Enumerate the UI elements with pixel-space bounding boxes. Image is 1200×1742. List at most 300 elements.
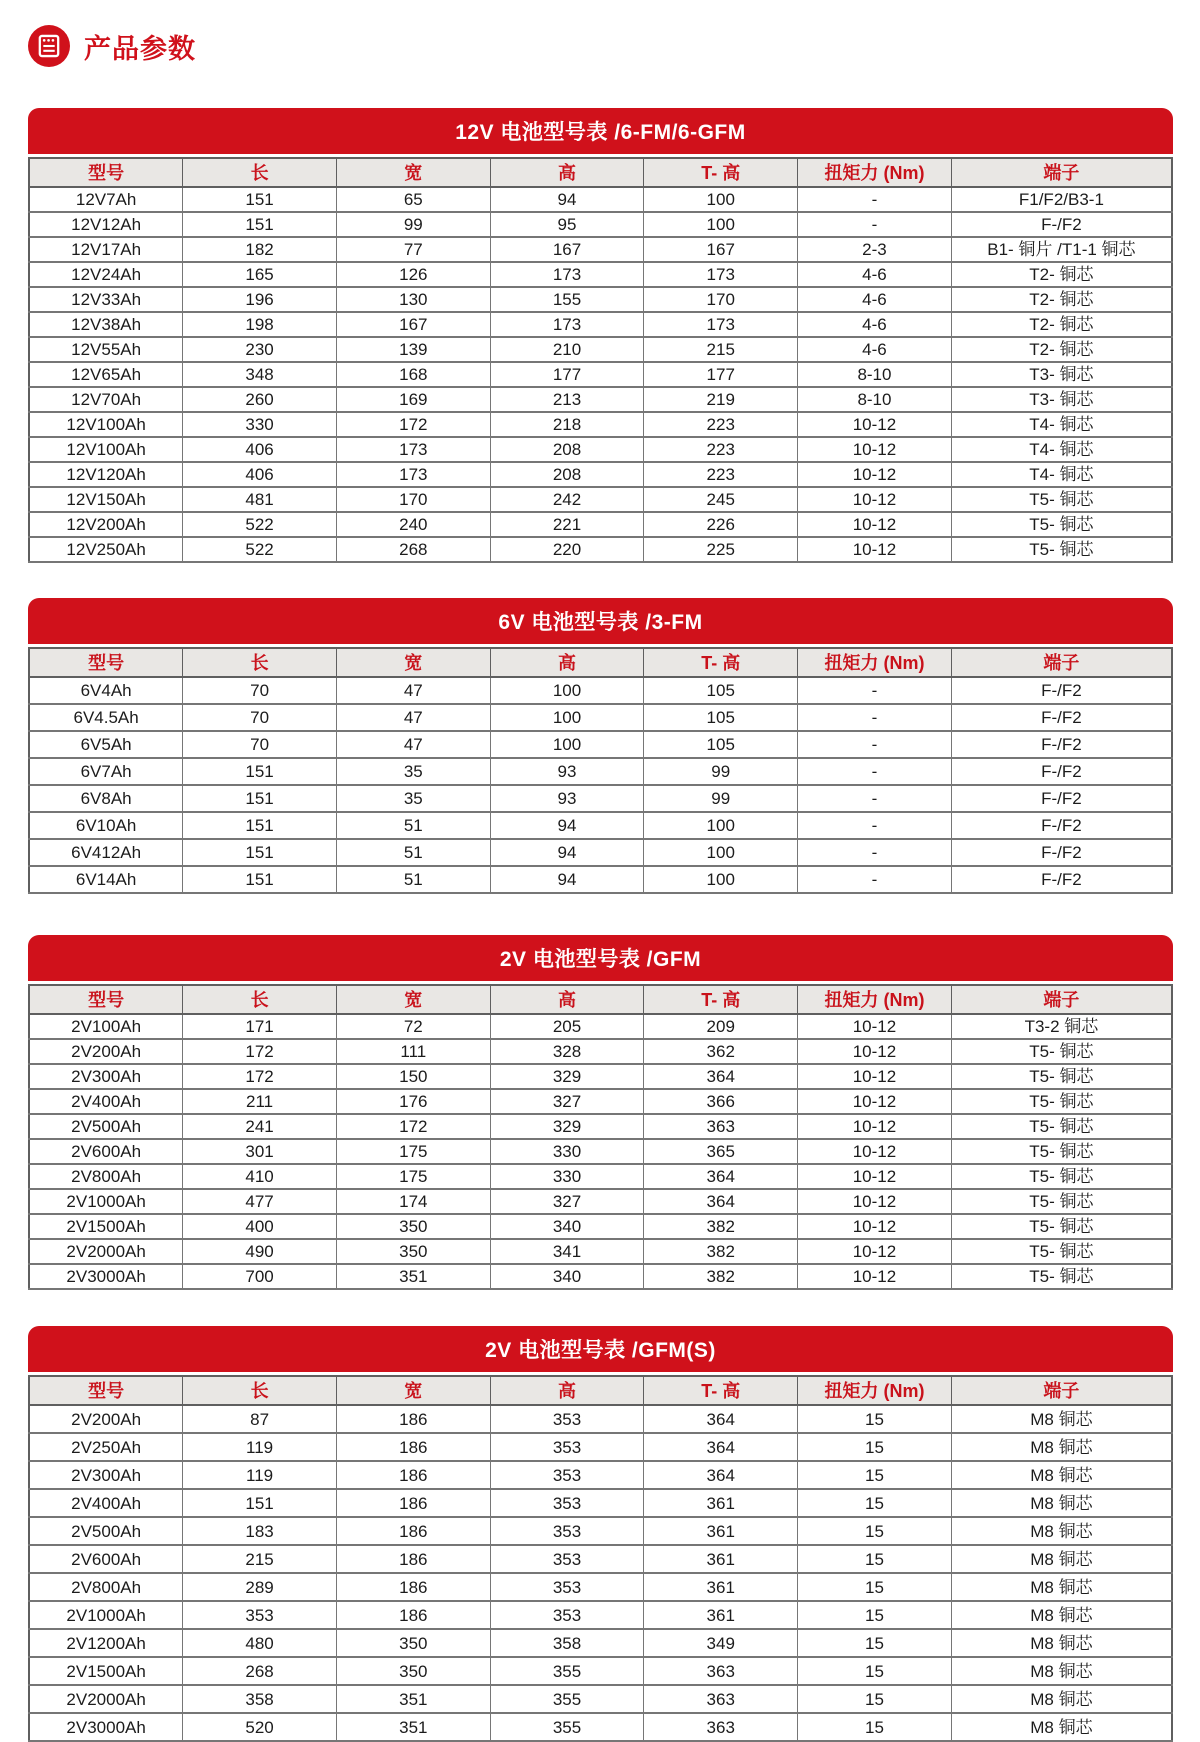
table-cell: 2V800Ah xyxy=(29,1164,183,1189)
table-title: 6V 电池型号表 /3-FM xyxy=(498,611,703,634)
table-cell: 100 xyxy=(490,704,644,731)
table-cell: T3- 铜芯 xyxy=(951,362,1172,387)
table-cell: 167 xyxy=(644,237,798,262)
table-cell: 289 xyxy=(183,1573,337,1601)
table-cell: 330 xyxy=(490,1139,644,1164)
table-cell: 301 xyxy=(183,1139,337,1164)
table-cell: T5- 铜芯 xyxy=(951,1239,1172,1264)
table-cell: 2V1000Ah xyxy=(29,1189,183,1214)
table-cell: F-/F2 xyxy=(951,677,1172,704)
table-cell: 172 xyxy=(336,1114,490,1139)
table-cell: M8 铜芯 xyxy=(951,1517,1172,1545)
table-cell: 364 xyxy=(644,1461,798,1489)
table-row xyxy=(29,387,1172,412)
table-title-bar xyxy=(28,1326,1173,1372)
table-cell: 95 xyxy=(490,212,644,237)
table-cell: 10-12 xyxy=(798,1214,952,1239)
table-cell: 218 xyxy=(490,412,644,437)
table-cell: 2V3000Ah xyxy=(29,1264,183,1289)
table-cell: 198 xyxy=(183,312,337,337)
table-cell: 35 xyxy=(336,758,490,785)
table-cell: - xyxy=(798,731,952,758)
table-cell: M8 铜芯 xyxy=(951,1433,1172,1461)
table-cell: 151 xyxy=(183,839,337,866)
column-header: 扭矩力 (Nm) xyxy=(798,648,952,677)
table-cell: 196 xyxy=(183,287,337,312)
table-cell: 268 xyxy=(183,1657,337,1685)
table-cell: 219 xyxy=(644,387,798,412)
table-cell: 171 xyxy=(183,1014,337,1039)
table-cell: 2V1000Ah xyxy=(29,1601,183,1629)
column-header: 宽 xyxy=(336,648,490,677)
table-cell: 363 xyxy=(644,1713,798,1741)
table-cell: 173 xyxy=(490,262,644,287)
table-cell: 4-6 xyxy=(798,287,952,312)
table-cell: 139 xyxy=(336,337,490,362)
table-row xyxy=(29,237,1172,262)
table-cell: 2V1500Ah xyxy=(29,1214,183,1239)
table-cell: 223 xyxy=(644,462,798,487)
table-cell: 12V12Ah xyxy=(29,212,183,237)
table-cell: 151 xyxy=(183,212,337,237)
table-cell: 364 xyxy=(644,1433,798,1461)
column-header: 长 xyxy=(183,1376,337,1405)
table-cell: 700 xyxy=(183,1264,337,1289)
table-cell: 328 xyxy=(490,1039,644,1064)
table-cell: 165 xyxy=(183,262,337,287)
table-cell: T5- 铜芯 xyxy=(951,537,1172,562)
table-cell: 2V100Ah xyxy=(29,1014,183,1039)
column-header: 长 xyxy=(183,648,337,677)
table-cell: 327 xyxy=(490,1189,644,1214)
table-cell: 355 xyxy=(490,1657,644,1685)
table-cell: 2V1200Ah xyxy=(29,1629,183,1657)
column-header: 端子 xyxy=(951,1376,1172,1405)
table-cell: 215 xyxy=(183,1545,337,1573)
table-cell: 93 xyxy=(490,758,644,785)
table-cell: T4- 铜芯 xyxy=(951,412,1172,437)
table-row xyxy=(29,1114,1172,1139)
table-cell: - xyxy=(798,812,952,839)
table-cell: 12V7Ah xyxy=(29,187,183,212)
table-cell: T4- 铜芯 xyxy=(951,462,1172,487)
column-header: 端子 xyxy=(951,985,1172,1014)
table-cell: 12V17Ah xyxy=(29,237,183,262)
table-cell: 480 xyxy=(183,1629,337,1657)
table-cell: 522 xyxy=(183,512,337,537)
table-cell: 382 xyxy=(644,1214,798,1239)
page-title: 产品参数 xyxy=(84,33,196,64)
table-cell: T5- 铜芯 xyxy=(951,1264,1172,1289)
table-cell: 15 xyxy=(798,1657,952,1685)
table-cell: 6V4.5Ah xyxy=(29,704,183,731)
column-header: 长 xyxy=(183,158,337,187)
spec-table xyxy=(28,157,1173,563)
table-cell: - xyxy=(798,785,952,812)
table-cell: T4- 铜芯 xyxy=(951,437,1172,462)
table-row xyxy=(29,1489,1172,1517)
table-cell: 353 xyxy=(490,1517,644,1545)
column-header: 高 xyxy=(490,158,644,187)
table-cell: 186 xyxy=(336,1601,490,1629)
table-cell: 99 xyxy=(644,758,798,785)
table-cell: F1/F2/B3-1 xyxy=(951,187,1172,212)
header-row xyxy=(29,985,1172,1014)
spec-table xyxy=(28,984,1173,1290)
table-cell: 208 xyxy=(490,437,644,462)
table-cell: 15 xyxy=(798,1517,952,1545)
table-row xyxy=(29,1189,1172,1214)
table-cell: 12V100Ah xyxy=(29,437,183,462)
table-cell: 151 xyxy=(183,866,337,893)
table-cell: 10-12 xyxy=(798,487,952,512)
table-cell: 2V300Ah xyxy=(29,1461,183,1489)
table-cell: F-/F2 xyxy=(951,212,1172,237)
table-cell: 186 xyxy=(336,1545,490,1573)
table-cell: 363 xyxy=(644,1657,798,1685)
table-cell: 2V3000Ah xyxy=(29,1713,183,1741)
table-cell: 105 xyxy=(644,731,798,758)
table-cell: 363 xyxy=(644,1114,798,1139)
table-cell: T2- 铜芯 xyxy=(951,262,1172,287)
table-cell: 2V600Ah xyxy=(29,1139,183,1164)
table-cell: 6V412Ah xyxy=(29,839,183,866)
table-cell: 361 xyxy=(644,1545,798,1573)
table-cell: 168 xyxy=(336,362,490,387)
table-cell: 365 xyxy=(644,1139,798,1164)
table-cell: 358 xyxy=(183,1685,337,1713)
table-cell: 382 xyxy=(644,1239,798,1264)
table-row xyxy=(29,1433,1172,1461)
table-cell: F-/F2 xyxy=(951,785,1172,812)
table-cell: 353 xyxy=(490,1461,644,1489)
column-header: 宽 xyxy=(336,1376,490,1405)
table-cell: 351 xyxy=(336,1685,490,1713)
table-row xyxy=(29,462,1172,487)
table-cell: 2V600Ah xyxy=(29,1545,183,1573)
table-title: 2V 电池型号表 /GFM xyxy=(499,948,702,971)
table-cell: 77 xyxy=(336,237,490,262)
table-cell: 10-12 xyxy=(798,462,952,487)
table-cell: T2- 铜芯 xyxy=(951,312,1172,337)
table-cell: 70 xyxy=(183,677,337,704)
table-row xyxy=(29,1264,1172,1289)
table-cell: 350 xyxy=(336,1214,490,1239)
table-cell: 350 xyxy=(336,1657,490,1685)
table-cell: 329 xyxy=(490,1064,644,1089)
table-cell: 353 xyxy=(183,1601,337,1629)
column-header: 型号 xyxy=(29,1376,183,1405)
table-cell: 6V5Ah xyxy=(29,731,183,758)
table-cell: 353 xyxy=(490,1433,644,1461)
table-cell: 12V100Ah xyxy=(29,412,183,437)
table-cell: 230 xyxy=(183,337,337,362)
table-row xyxy=(29,362,1172,387)
table-cell: M8 铜芯 xyxy=(951,1713,1172,1741)
table-cell: 175 xyxy=(336,1164,490,1189)
table-cell: 47 xyxy=(336,677,490,704)
table-title: 2V 电池型号表 /GFM(S) xyxy=(485,1339,716,1362)
table-cell: 177 xyxy=(644,362,798,387)
table-cell: 410 xyxy=(183,1164,337,1189)
table-cell: 151 xyxy=(183,758,337,785)
table-cell: 213 xyxy=(490,387,644,412)
table-cell: 364 xyxy=(644,1164,798,1189)
table-cell: 150 xyxy=(336,1064,490,1089)
table-cell: 361 xyxy=(644,1573,798,1601)
table-cell: 10-12 xyxy=(798,1039,952,1064)
table-cell: 245 xyxy=(644,487,798,512)
table-cell: M8 铜芯 xyxy=(951,1461,1172,1489)
table-cell: 15 xyxy=(798,1545,952,1573)
table-cell: 242 xyxy=(490,487,644,512)
table-cell: F-/F2 xyxy=(951,839,1172,866)
table-cell: 12V200Ah xyxy=(29,512,183,537)
table-cell: M8 铜芯 xyxy=(951,1601,1172,1629)
table-row xyxy=(29,437,1172,462)
table-cell: 176 xyxy=(336,1089,490,1114)
table-cell: 186 xyxy=(336,1489,490,1517)
table-cell: 186 xyxy=(336,1461,490,1489)
table-cell: 366 xyxy=(644,1089,798,1114)
table-cell: T3-2 铜芯 xyxy=(951,1014,1172,1039)
table-cell: 10-12 xyxy=(798,437,952,462)
table-cell: 177 xyxy=(490,362,644,387)
column-header: 长 xyxy=(183,985,337,1014)
table-cell: 167 xyxy=(490,237,644,262)
table-cell: 151 xyxy=(183,1489,337,1517)
table-title: 12V 电池型号表 /6-FM/6-GFM xyxy=(455,121,746,144)
table-cell: 100 xyxy=(644,812,798,839)
table-cell: 210 xyxy=(490,337,644,362)
spec-table xyxy=(28,1375,1173,1742)
table-row xyxy=(29,758,1172,785)
table-cell: 361 xyxy=(644,1517,798,1545)
table-cell: 10-12 xyxy=(798,1014,952,1039)
table-cell: 481 xyxy=(183,487,337,512)
table-cell: 240 xyxy=(336,512,490,537)
table-cell: 208 xyxy=(490,462,644,487)
table-cell: 2V200Ah xyxy=(29,1039,183,1064)
table-cell: 353 xyxy=(490,1573,644,1601)
table-cell: 151 xyxy=(183,785,337,812)
table-cell: M8 铜芯 xyxy=(951,1657,1172,1685)
column-header: 高 xyxy=(490,1376,644,1405)
table-cell: 186 xyxy=(336,1433,490,1461)
table-cell: - xyxy=(798,866,952,893)
table-cell: 353 xyxy=(490,1489,644,1517)
table-row xyxy=(29,839,1172,866)
table-cell: 363 xyxy=(644,1685,798,1713)
table-cell: 268 xyxy=(336,537,490,562)
table-row xyxy=(29,1014,1172,1039)
table-cell: 35 xyxy=(336,785,490,812)
table-row xyxy=(29,1064,1172,1089)
table-cell: 361 xyxy=(644,1489,798,1517)
table-cell: 223 xyxy=(644,437,798,462)
table-cell: 175 xyxy=(336,1139,490,1164)
table-cell: 2V2000Ah xyxy=(29,1239,183,1264)
table-cell: 353 xyxy=(490,1405,644,1433)
table-cell: 87 xyxy=(183,1405,337,1433)
table-cell: 51 xyxy=(336,866,490,893)
table-cell: 155 xyxy=(490,287,644,312)
table-cell: 353 xyxy=(490,1545,644,1573)
page-header xyxy=(28,22,1173,70)
table-cell: 2V250Ah xyxy=(29,1433,183,1461)
table-cell: 209 xyxy=(644,1014,798,1039)
table-cell: 350 xyxy=(336,1629,490,1657)
table-cell: 6V4Ah xyxy=(29,677,183,704)
table-cell: M8 铜芯 xyxy=(951,1489,1172,1517)
table-cell: 100 xyxy=(644,187,798,212)
battery-table-block xyxy=(28,108,1173,563)
table-cell: 215 xyxy=(644,337,798,362)
header-row xyxy=(29,1376,1172,1405)
document-icon xyxy=(28,25,70,67)
table-cell: 15 xyxy=(798,1405,952,1433)
table-cell: 15 xyxy=(798,1629,952,1657)
table-cell: 2-3 xyxy=(798,237,952,262)
table-row xyxy=(29,812,1172,839)
spec-table xyxy=(28,647,1173,894)
table-cell: 94 xyxy=(490,839,644,866)
table-title-bar xyxy=(28,935,1173,981)
table-row xyxy=(29,412,1172,437)
table-cell: 126 xyxy=(336,262,490,287)
table-cell: 362 xyxy=(644,1039,798,1064)
table-cell: 10-12 xyxy=(798,1189,952,1214)
table-cell: F-/F2 xyxy=(951,812,1172,839)
table-cell: 327 xyxy=(490,1089,644,1114)
table-cell: T5- 铜芯 xyxy=(951,1064,1172,1089)
table-cell: 170 xyxy=(644,287,798,312)
table-cell: 51 xyxy=(336,839,490,866)
header-row xyxy=(29,648,1172,677)
table-cell: 173 xyxy=(644,312,798,337)
table-cell: 12V70Ah xyxy=(29,387,183,412)
table-cell: - xyxy=(798,187,952,212)
table-cell: 12V65Ah xyxy=(29,362,183,387)
battery-table-block xyxy=(28,598,1173,894)
table-cell: 205 xyxy=(490,1014,644,1039)
table-row xyxy=(29,287,1172,312)
table-cell: 2V800Ah xyxy=(29,1573,183,1601)
table-row xyxy=(29,1573,1172,1601)
column-header: 扭矩力 (Nm) xyxy=(798,985,952,1014)
table-cell: 186 xyxy=(336,1573,490,1601)
table-cell: 173 xyxy=(336,462,490,487)
table-cell: T5- 铜芯 xyxy=(951,1114,1172,1139)
table-row xyxy=(29,704,1172,731)
table-cell: T2- 铜芯 xyxy=(951,287,1172,312)
table-row xyxy=(29,312,1172,337)
table-cell: 211 xyxy=(183,1089,337,1114)
table-cell: 12V33Ah xyxy=(29,287,183,312)
table-cell: 10-12 xyxy=(798,1139,952,1164)
table-cell: T3- 铜芯 xyxy=(951,387,1172,412)
table-cell: 6V7Ah xyxy=(29,758,183,785)
table-cell: 172 xyxy=(336,412,490,437)
table-cell: 151 xyxy=(183,812,337,839)
table-row xyxy=(29,1685,1172,1713)
table-cell: 330 xyxy=(490,1164,644,1189)
table-cell: T5- 铜芯 xyxy=(951,1189,1172,1214)
column-header: 宽 xyxy=(336,158,490,187)
table-cell: 186 xyxy=(336,1517,490,1545)
table-cell: 2V500Ah xyxy=(29,1517,183,1545)
table-cell: 353 xyxy=(490,1601,644,1629)
table-cell: 72 xyxy=(336,1014,490,1039)
table-cell: T5- 铜芯 xyxy=(951,1214,1172,1239)
table-cell: 8-10 xyxy=(798,387,952,412)
column-header: 宽 xyxy=(336,985,490,1014)
header-row xyxy=(29,158,1172,187)
table-cell: 94 xyxy=(490,187,644,212)
table-cell: M8 铜芯 xyxy=(951,1573,1172,1601)
table-cell: F-/F2 xyxy=(951,866,1172,893)
column-header: 端子 xyxy=(951,158,1172,187)
table-cell: 151 xyxy=(183,187,337,212)
table-cell: 406 xyxy=(183,437,337,462)
table-row xyxy=(29,537,1172,562)
table-cell: 100 xyxy=(490,731,644,758)
table-cell: 225 xyxy=(644,537,798,562)
table-cell: 8-10 xyxy=(798,362,952,387)
table-cell: 351 xyxy=(336,1264,490,1289)
table-row xyxy=(29,1601,1172,1629)
table-cell: T5- 铜芯 xyxy=(951,1164,1172,1189)
table-cell: - xyxy=(798,704,952,731)
table-cell: 226 xyxy=(644,512,798,537)
table-row xyxy=(29,512,1172,537)
table-row xyxy=(29,866,1172,893)
table-cell: 260 xyxy=(183,387,337,412)
table-cell: M8 铜芯 xyxy=(951,1685,1172,1713)
table-row xyxy=(29,262,1172,287)
table-cell: 364 xyxy=(644,1405,798,1433)
column-header: 扭矩力 (Nm) xyxy=(798,158,952,187)
table-cell: 4-6 xyxy=(798,337,952,362)
table-cell: 15 xyxy=(798,1601,952,1629)
table-cell: 65 xyxy=(336,187,490,212)
table-row xyxy=(29,1405,1172,1433)
table-cell: 2V1500Ah xyxy=(29,1657,183,1685)
table-cell: 167 xyxy=(336,312,490,337)
table-cell: 47 xyxy=(336,704,490,731)
table-cell: 382 xyxy=(644,1264,798,1289)
column-header: 型号 xyxy=(29,648,183,677)
table-cell: 351 xyxy=(336,1713,490,1741)
table-cell: 12V55Ah xyxy=(29,337,183,362)
table-cell: 477 xyxy=(183,1189,337,1214)
table-cell: 99 xyxy=(644,785,798,812)
column-header: T- 高 xyxy=(644,1376,798,1405)
column-header: T- 高 xyxy=(644,985,798,1014)
table-row xyxy=(29,337,1172,362)
table-cell: 173 xyxy=(644,262,798,287)
table-cell: 221 xyxy=(490,512,644,537)
table-cell: 361 xyxy=(644,1601,798,1629)
table-cell: 100 xyxy=(644,839,798,866)
table-cell: M8 铜芯 xyxy=(951,1629,1172,1657)
table-cell: 340 xyxy=(490,1214,644,1239)
table-cell: 400 xyxy=(183,1214,337,1239)
table-cell: 119 xyxy=(183,1461,337,1489)
table-row xyxy=(29,1713,1172,1741)
table-cell: 100 xyxy=(644,866,798,893)
table-cell: 355 xyxy=(490,1685,644,1713)
